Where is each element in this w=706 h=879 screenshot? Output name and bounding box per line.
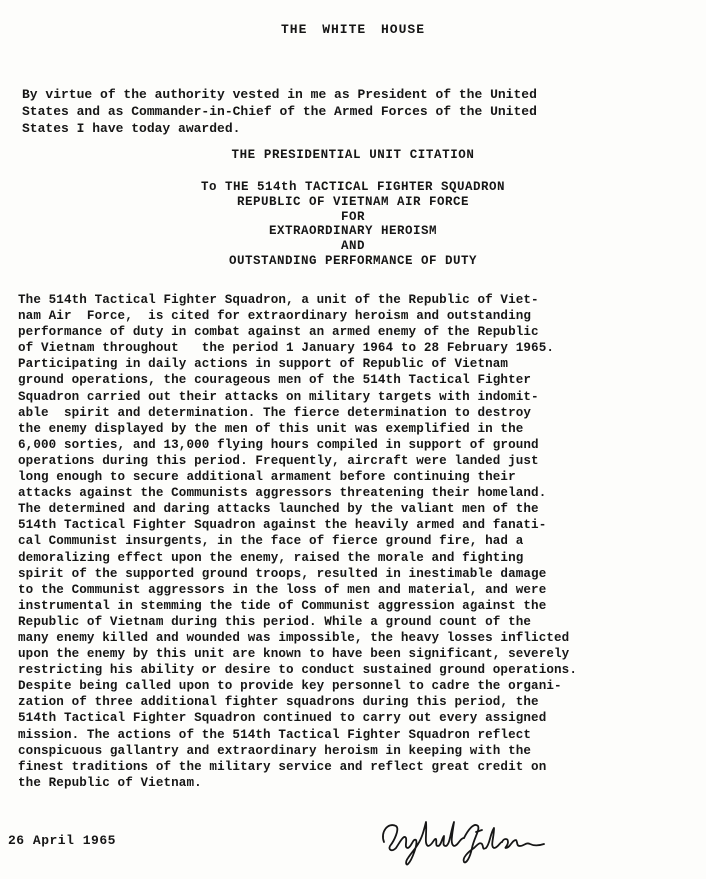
- body-line: 514th Tactical Fighter Squadron continued to carry out every assigned: [18, 711, 547, 726]
- body-line: attacks against the Communists aggressors threatening their homeland.: [18, 486, 547, 501]
- body-line: upon the enemy by this unit are known to have been significant, severely: [18, 647, 570, 662]
- body-line: demoralizing effect upon the enemy, raised the morale and fighting: [18, 550, 524, 565]
- citation-line: REPUBLIC OF VIETNAM AIR FORCE: [236, 194, 470, 209]
- citation-line: FOR: [340, 209, 365, 224]
- citation-recipient-block: [0, 180, 706, 269]
- preamble-paragraph: [22, 86, 642, 137]
- body-line: The 514th Tactical Fighter Squadron, a unit of the Republic of Viet-: [18, 293, 539, 307]
- citation-line: To THE 514th TACTICAL FIGHTER SQUADRON: [200, 180, 506, 194]
- preamble-line: States and as Commander-in-Chief of the Armed Forces of the United: [22, 104, 537, 119]
- body-line: conspicuous gallantry and extraordinary heroism in keeping with the: [18, 743, 532, 758]
- citation-heading: THE PRESIDENTIAL UNIT CITATION: [231, 148, 475, 162]
- body-line: operations during this period. Frequently, aircraft were landed just: [18, 453, 539, 468]
- body-line: zation of three additional fighter squadrons during this period, the: [18, 695, 539, 710]
- signature-icon: [378, 808, 548, 868]
- citation-line: OUTSTANDING PERFORMANCE OF DUTY: [228, 253, 478, 268]
- body-line: Republic of Vietnam during this period. While a ground count of the: [18, 614, 532, 629]
- body-line: Despite being called upon to provide key personnel to cadre the organi-: [18, 679, 562, 694]
- body-line: mission. The actions of the 514th Tactical Fighter Squadron reflect: [18, 727, 532, 742]
- body-line: 6,000 sorties, and 13,000 flying hours compiled in support of ground: [18, 437, 539, 452]
- preamble-line: By virtue of the authority vested in me as President of the United: [22, 87, 537, 102]
- citation-line: EXTRAORDINARY HEROISM: [268, 224, 438, 239]
- body-line: Participating in daily actions in support of Republic of Vietnam: [18, 357, 509, 372]
- body-line: ground operations, the courageous men of the 514th Tactical Fighter: [18, 373, 532, 388]
- body-line: performance of duty in combat against an armed enemy of the Republic: [18, 325, 539, 340]
- document-date: 26 April 1965: [8, 833, 116, 848]
- body-line: of Vietnam throughout the period 1 January 1964 to 28 February 1965.: [18, 341, 555, 356]
- body-line: nam Air Force, is cited for extraordinary heroism and outstanding: [18, 309, 532, 324]
- body-line: to the Communist aggressors in the loss of men and material, and were: [18, 582, 547, 597]
- body-line: cal Communist insurgents, in the face of fierce ground fire, had a: [18, 534, 524, 549]
- body-line: restricting his ability or desire to conduct sustained ground operations.: [18, 663, 577, 678]
- body-line: able spirit and determination. The fierce determination to destroy: [18, 405, 532, 420]
- citation-line: AND: [340, 239, 365, 254]
- body-line: finest traditions of the military service and reflect great credit on: [18, 759, 547, 774]
- body-line: many enemy killed and wounded was impossible, the heavy losses inflicted: [18, 630, 570, 645]
- body-line: long enough to secure additional armament before continuing their: [18, 470, 516, 485]
- body-line: the enemy displayed by the men of this unit was exemplified in the: [18, 421, 524, 436]
- body-line: The determined and daring attacks launched by the valiant men of the: [18, 502, 539, 517]
- body-line: spirit of the supported ground troops, resulted in inestimable damage: [18, 566, 547, 581]
- body-line: instrumental in stemming the tide of Communist aggression against the: [18, 598, 547, 613]
- body-line: Squadron carried out their attacks on military targets with indomit-: [18, 389, 539, 404]
- body-line: 514th Tactical Fighter Squadron against the heavily armed and fanati-: [18, 518, 547, 533]
- body-line: the Republic of Vietnam.: [18, 775, 202, 790]
- document-title: THE WHITE HOUSE: [280, 22, 426, 37]
- citation-body-paragraph: [18, 292, 690, 791]
- preamble-line: States I have today awarded.: [22, 121, 241, 136]
